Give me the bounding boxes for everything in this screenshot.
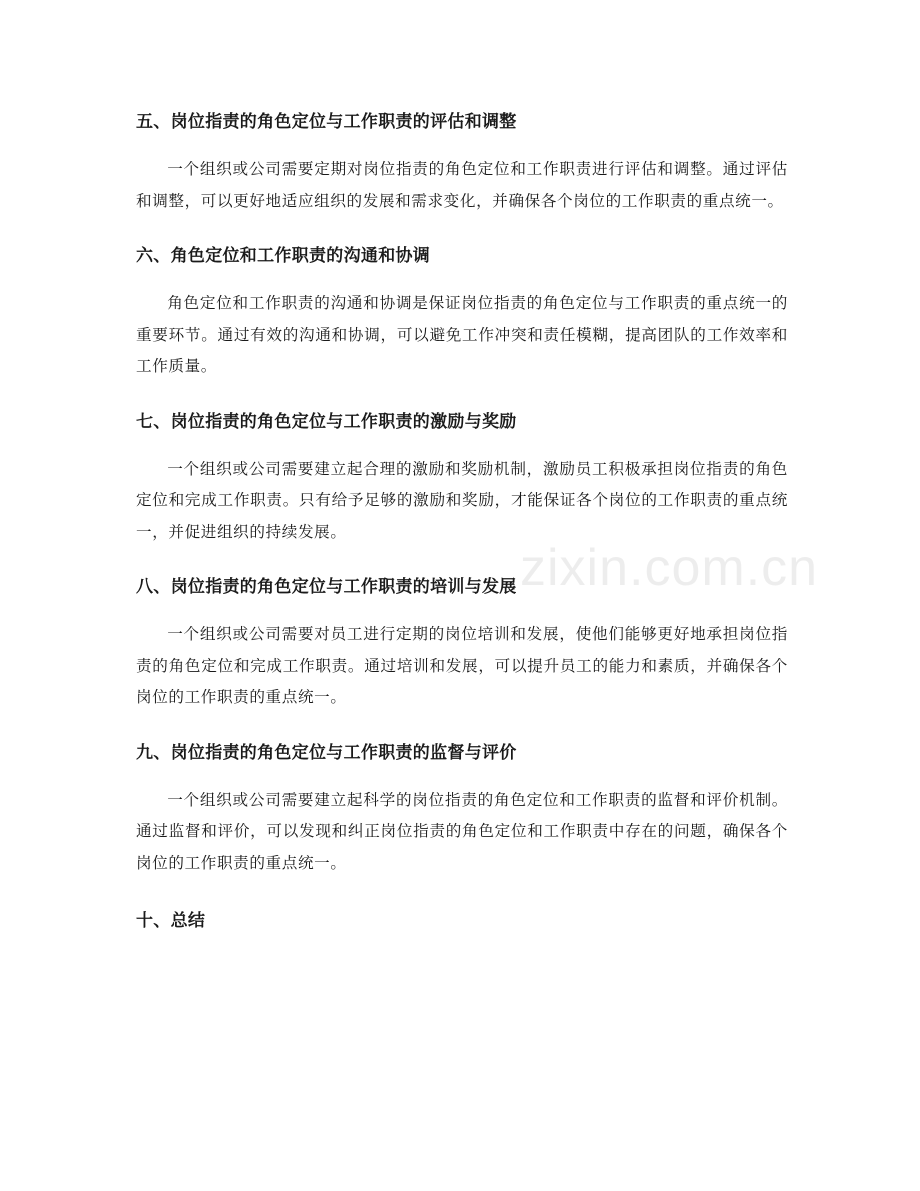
section-5 (136, 104, 788, 217)
section-6 (136, 238, 788, 383)
section-paragraph: 角色定位和工作职责的沟通和协调是保证岗位指责的角色定位与工作职责的重点统一的重要环节。通过有效的沟通和协调，可以避免工作冲突和责任模糊，提高团队的工作效率和工作质量。 (136, 294, 788, 375)
section-paragraph: 一个组织或公司需要对员工进行定期的岗位培训和发展，使他们能够更好地承担岗位指责的角色定位和完成工作职责。通过培训和发展，可以提升员工的能力和素质，并确保各个岗位的工作职责的重点统一。 (136, 625, 788, 706)
section-heading: 十、总结 (136, 911, 206, 931)
section-7 (136, 404, 788, 549)
section-spacer (136, 879, 788, 903)
section-spacer (136, 714, 788, 735)
section-9 (136, 735, 788, 880)
section-paragraph: 一个组织或公司需要建立起科学的岗位指责的角色定位和工作职责的监督和评价机制。通过监督和评价，可以发现和纠正岗位指责的角色定位和工作职责中存在的问题，确保各个岗位的工作职责的重点统一。 (136, 790, 788, 872)
section-paragraph: 一个组织或公司需要建立起合理的激励和奖励机制，激励员工积极承担岗位指责的角色定位和完成工作职责。只有给予足够的激励和奖励，才能保证各个岗位的工作职责的重点统一，并促进组织的持续发展。 (136, 459, 788, 541)
section-10 (136, 903, 788, 939)
section-spacer (136, 548, 788, 569)
section-heading: 六、角色定位和工作职责的沟通和协调 (136, 246, 431, 266)
section-heading: 五、岗位指责的角色定位与工作职责的评估和调整 (136, 112, 517, 132)
section-heading: 七、岗位指责的角色定位与工作职责的激励与奖励 (136, 411, 517, 432)
section-spacer (136, 217, 788, 238)
document-body (136, 104, 788, 939)
section-heading: 八、岗位指责的角色定位与工作职责的培训与发展 (136, 577, 517, 597)
section-8 (136, 569, 788, 714)
section-paragraph: 一个组织或公司需要定期对岗位指责的角色定位和工作职责进行评估和调整。通过评估和调整，可以更好地适应组织的发展和需求变化，并确保各个岗位的工作职责的重点统一。 (136, 160, 788, 210)
section-spacer (136, 383, 788, 404)
watermark: zixin.com.cn (520, 539, 819, 597)
section-heading: 九、岗位指责的角色定位与工作职责的监督与评价 (136, 742, 517, 763)
